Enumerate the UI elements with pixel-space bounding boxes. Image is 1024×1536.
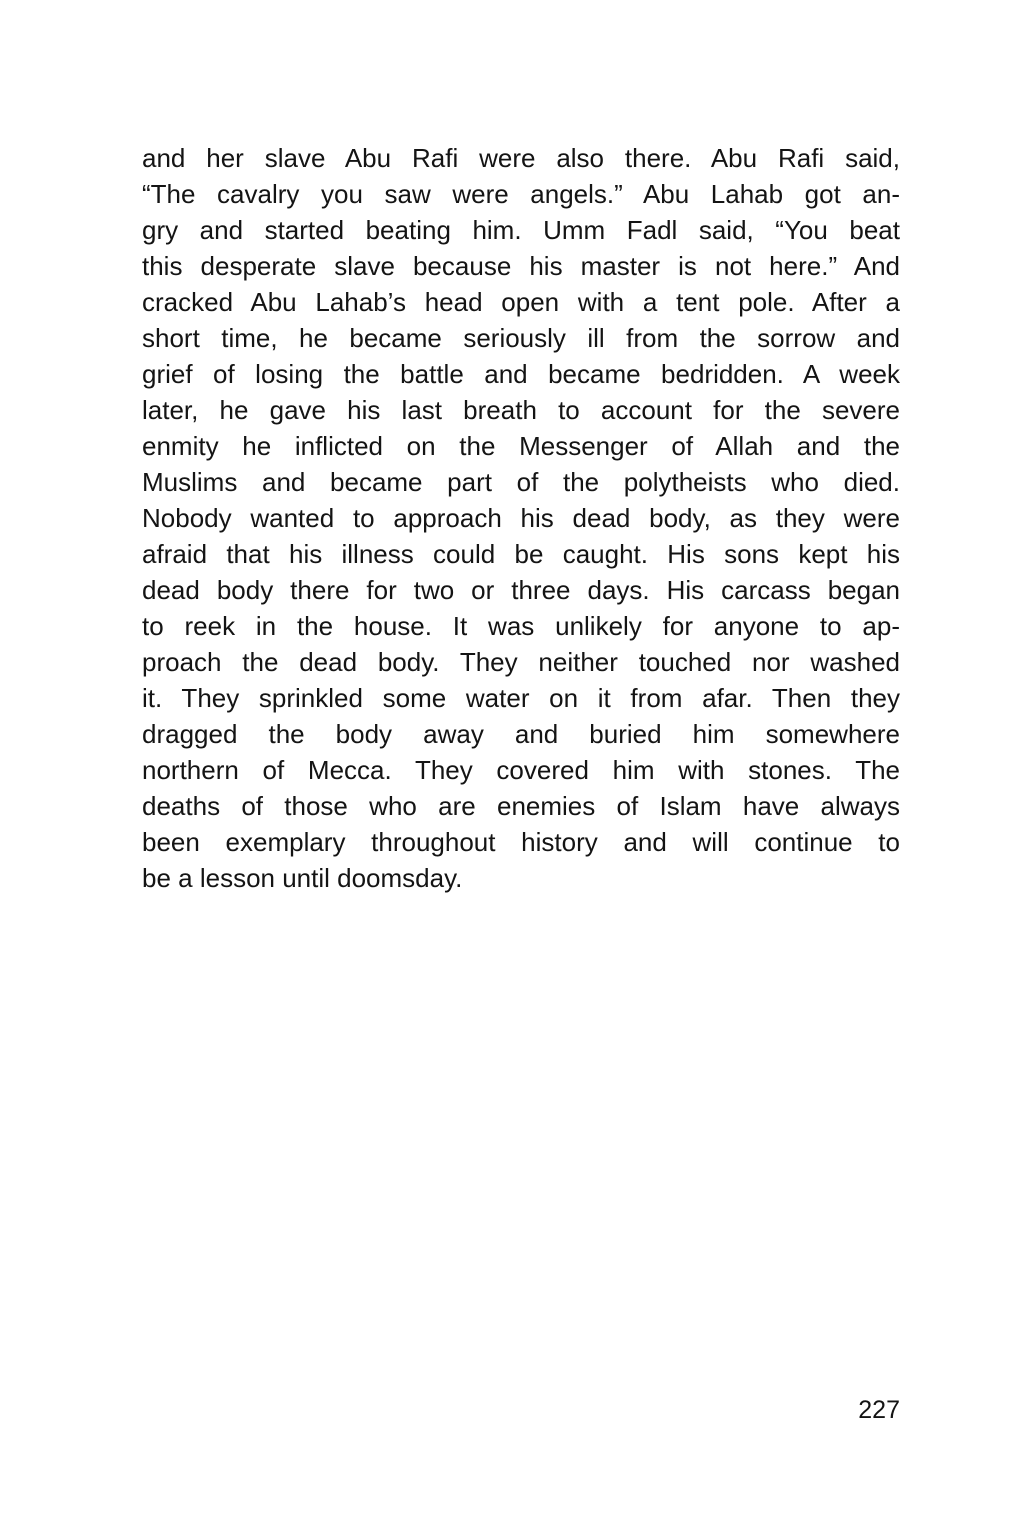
paragraph-line: be a lesson until doomsday. <box>142 863 463 893</box>
paragraph-line: dragged the body away and buried him somewhere <box>142 719 900 749</box>
paragraph-line: and her slave Abu Rafi were also there. Abu Rafi said, <box>142 143 900 173</box>
paragraph-line: this desperate slave because his master is not here.” And <box>142 251 900 281</box>
paragraph-line: to reek in the house. It was unlikely for anyone to ap- <box>142 611 900 641</box>
paragraph-line: enmity he inflicted on the Messenger of Allah and the <box>142 431 900 461</box>
paragraph-line: afraid that his illness could be caught. His sons kept his <box>142 539 900 569</box>
paragraph-line: Muslims and became part of the polytheists who died. <box>142 467 900 497</box>
paragraph-line: later, he gave his last breath to account for the severe <box>142 395 900 425</box>
paragraph-line: grief of losing the battle and became bedridden. A week <box>142 359 900 389</box>
paragraph-line: it. They sprinkled some water on it from afar. Then they <box>142 683 900 713</box>
paragraph-line: northern of Mecca. They covered him with stones. The <box>142 755 900 785</box>
paragraph-line: short time, he became seriously ill from the sorrow and <box>142 323 900 353</box>
paragraph-line: deaths of those who are enemies of Islam have always <box>142 791 900 821</box>
paragraph-line: dead body there for two or three days. His carcass began <box>142 575 900 605</box>
paragraph-line: Nobody wanted to approach his dead body, as they were <box>142 503 900 533</box>
page-number: 227 <box>858 1396 900 1424</box>
paragraph-line: “The cavalry you saw were angels.” Abu Lahab got an- <box>142 179 900 209</box>
paragraph-line: proach the dead body. They neither touched nor washed <box>142 647 900 677</box>
paragraph-line: been exemplary throughout history and will continue to <box>142 827 900 857</box>
paragraph-line: gry and started beating him. Umm Fadl said, “You beat <box>142 215 900 245</box>
paragraph <box>142 140 900 896</box>
paragraph-line: cracked Abu Lahab’s head open with a tent pole. After a <box>142 287 900 317</box>
